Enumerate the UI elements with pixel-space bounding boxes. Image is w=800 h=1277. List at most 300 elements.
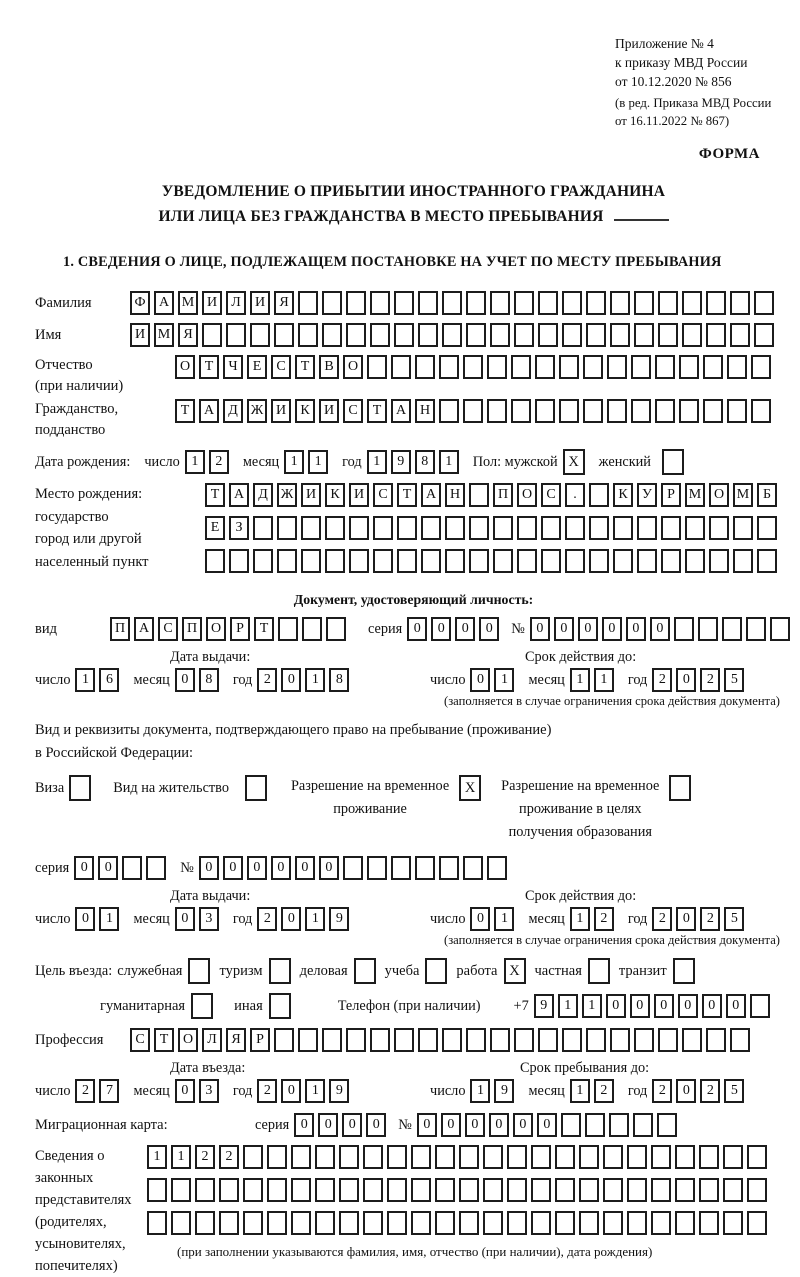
char-cell[interactable] bbox=[555, 1145, 575, 1169]
char-cell[interactable] bbox=[274, 323, 294, 347]
char-cell[interactable] bbox=[493, 549, 513, 573]
char-cell[interactable]: Л bbox=[202, 1028, 222, 1052]
char-cell[interactable] bbox=[291, 1211, 311, 1235]
char-cell[interactable] bbox=[298, 291, 318, 315]
char-cell[interactable] bbox=[229, 549, 249, 573]
char-cell[interactable] bbox=[435, 1211, 455, 1235]
char-cell[interactable] bbox=[675, 1145, 695, 1169]
char-cell[interactable]: 9 bbox=[329, 1079, 349, 1103]
char-cell[interactable] bbox=[685, 549, 705, 573]
char-cell[interactable]: М bbox=[154, 323, 174, 347]
char-cell[interactable]: 9 bbox=[391, 450, 411, 474]
char-cell[interactable] bbox=[627, 1211, 647, 1235]
char-cell[interactable] bbox=[243, 1178, 263, 1202]
char-cell[interactable] bbox=[757, 549, 777, 573]
char-cell[interactable] bbox=[267, 1145, 287, 1169]
char-cell[interactable] bbox=[757, 516, 777, 540]
char-cell[interactable] bbox=[243, 1211, 263, 1235]
char-cell[interactable]: Р bbox=[661, 483, 681, 507]
char-cell[interactable]: А bbox=[134, 617, 154, 641]
char-cell[interactable] bbox=[589, 516, 609, 540]
char-cell[interactable]: И bbox=[250, 291, 270, 315]
char-cell[interactable] bbox=[709, 549, 729, 573]
char-cell[interactable] bbox=[267, 1211, 287, 1235]
char-cell[interactable] bbox=[538, 291, 558, 315]
char-cell[interactable] bbox=[367, 355, 387, 379]
char-cell[interactable] bbox=[339, 1211, 359, 1235]
char-cell[interactable] bbox=[463, 355, 483, 379]
char-cell[interactable] bbox=[679, 355, 699, 379]
char-cell[interactable] bbox=[747, 1178, 767, 1202]
char-cell[interactable] bbox=[459, 1145, 479, 1169]
char-cell[interactable]: И bbox=[202, 291, 222, 315]
char-cell[interactable] bbox=[723, 1178, 743, 1202]
char-cell[interactable]: К bbox=[325, 483, 345, 507]
char-cell[interactable] bbox=[727, 355, 747, 379]
char-cell[interactable] bbox=[421, 516, 441, 540]
char-cell[interactable]: П bbox=[493, 483, 513, 507]
char-cell[interactable]: 1 bbox=[570, 668, 590, 692]
purpose-work-checkbox[interactable]: X bbox=[504, 958, 526, 984]
char-cell[interactable]: М bbox=[685, 483, 705, 507]
char-cell[interactable] bbox=[658, 323, 678, 347]
char-cell[interactable]: И bbox=[349, 483, 369, 507]
char-cell[interactable] bbox=[603, 1178, 623, 1202]
char-cell[interactable] bbox=[517, 549, 537, 573]
char-cell[interactable] bbox=[507, 1145, 527, 1169]
char-cell[interactable]: 0 bbox=[606, 994, 626, 1018]
char-cell[interactable] bbox=[439, 856, 459, 880]
char-cell[interactable]: Ф bbox=[130, 291, 150, 315]
char-cell[interactable]: О bbox=[175, 355, 195, 379]
char-cell[interactable] bbox=[655, 355, 675, 379]
purpose-humanitarian-checkbox[interactable] bbox=[191, 993, 213, 1019]
char-cell[interactable] bbox=[531, 1178, 551, 1202]
char-cell[interactable]: 2 bbox=[652, 1079, 672, 1103]
char-cell[interactable]: 2 bbox=[209, 450, 229, 474]
char-cell[interactable]: 0 bbox=[578, 617, 598, 641]
char-cell[interactable]: 0 bbox=[366, 1113, 386, 1137]
char-cell[interactable]: 1 bbox=[582, 994, 602, 1018]
char-cell[interactable] bbox=[349, 549, 369, 573]
char-cell[interactable] bbox=[415, 856, 435, 880]
char-cell[interactable]: 0 bbox=[247, 856, 267, 880]
char-cell[interactable] bbox=[346, 1028, 366, 1052]
char-cell[interactable] bbox=[367, 856, 387, 880]
char-cell[interactable]: Т bbox=[199, 355, 219, 379]
char-cell[interactable]: 7 bbox=[99, 1079, 119, 1103]
char-cell[interactable] bbox=[490, 291, 510, 315]
char-cell[interactable] bbox=[253, 549, 273, 573]
char-cell[interactable]: 1 bbox=[439, 450, 459, 474]
char-cell[interactable] bbox=[651, 1145, 671, 1169]
char-cell[interactable] bbox=[658, 291, 678, 315]
char-cell[interactable] bbox=[147, 1178, 167, 1202]
char-cell[interactable]: 2 bbox=[219, 1145, 239, 1169]
char-cell[interactable] bbox=[387, 1178, 407, 1202]
char-cell[interactable] bbox=[391, 856, 411, 880]
char-cell[interactable] bbox=[682, 1028, 702, 1052]
char-cell[interactable]: 9 bbox=[494, 1079, 514, 1103]
char-cell[interactable] bbox=[586, 1028, 606, 1052]
char-cell[interactable]: Я bbox=[274, 291, 294, 315]
char-cell[interactable] bbox=[579, 1211, 599, 1235]
char-cell[interactable]: 2 bbox=[652, 668, 672, 692]
char-cell[interactable]: 3 bbox=[199, 907, 219, 931]
char-cell[interactable] bbox=[613, 549, 633, 573]
char-cell[interactable] bbox=[469, 516, 489, 540]
char-cell[interactable]: 0 bbox=[199, 856, 219, 880]
char-cell[interactable]: А bbox=[154, 291, 174, 315]
char-cell[interactable] bbox=[607, 355, 627, 379]
char-cell[interactable] bbox=[723, 1211, 743, 1235]
char-cell[interactable]: Ж bbox=[247, 399, 267, 423]
char-cell[interactable] bbox=[682, 323, 702, 347]
char-cell[interactable] bbox=[315, 1178, 335, 1202]
purpose-business-checkbox[interactable] bbox=[188, 958, 210, 984]
char-cell[interactable] bbox=[722, 617, 742, 641]
char-cell[interactable] bbox=[733, 516, 753, 540]
char-cell[interactable] bbox=[435, 1178, 455, 1202]
char-cell[interactable] bbox=[315, 1211, 335, 1235]
char-cell[interactable] bbox=[411, 1145, 431, 1169]
char-cell[interactable] bbox=[607, 399, 627, 423]
char-cell[interactable] bbox=[171, 1178, 191, 1202]
char-cell[interactable] bbox=[579, 1178, 599, 1202]
char-cell[interactable]: 2 bbox=[700, 907, 720, 931]
char-cell[interactable] bbox=[346, 291, 366, 315]
char-cell[interactable] bbox=[555, 1178, 575, 1202]
char-cell[interactable]: 1 bbox=[171, 1145, 191, 1169]
char-cell[interactable]: И bbox=[319, 399, 339, 423]
char-cell[interactable] bbox=[397, 549, 417, 573]
char-cell[interactable] bbox=[747, 1145, 767, 1169]
char-cell[interactable] bbox=[370, 1028, 390, 1052]
char-cell[interactable]: 1 bbox=[99, 907, 119, 931]
char-cell[interactable] bbox=[661, 549, 681, 573]
char-cell[interactable]: И bbox=[301, 483, 321, 507]
char-cell[interactable] bbox=[363, 1178, 383, 1202]
char-cell[interactable] bbox=[463, 856, 483, 880]
char-cell[interactable]: 1 bbox=[305, 668, 325, 692]
char-cell[interactable] bbox=[634, 1028, 654, 1052]
char-cell[interactable] bbox=[147, 1211, 167, 1235]
char-cell[interactable] bbox=[531, 1211, 551, 1235]
char-cell[interactable] bbox=[325, 516, 345, 540]
purpose-study-checkbox[interactable] bbox=[425, 958, 447, 984]
char-cell[interactable] bbox=[373, 516, 393, 540]
char-cell[interactable]: К bbox=[295, 399, 315, 423]
char-cell[interactable] bbox=[487, 399, 507, 423]
char-cell[interactable]: Т bbox=[367, 399, 387, 423]
char-cell[interactable] bbox=[727, 399, 747, 423]
char-cell[interactable]: 9 bbox=[329, 907, 349, 931]
char-cell[interactable]: Р bbox=[250, 1028, 270, 1052]
char-cell[interactable] bbox=[507, 1178, 527, 1202]
char-cell[interactable] bbox=[589, 549, 609, 573]
char-cell[interactable]: А bbox=[421, 483, 441, 507]
char-cell[interactable] bbox=[655, 399, 675, 423]
char-cell[interactable]: 1 bbox=[470, 1079, 490, 1103]
char-cell[interactable] bbox=[627, 1145, 647, 1169]
char-cell[interactable]: З bbox=[229, 516, 249, 540]
char-cell[interactable] bbox=[750, 994, 770, 1018]
char-cell[interactable] bbox=[706, 323, 726, 347]
char-cell[interactable]: 1 bbox=[305, 907, 325, 931]
char-cell[interactable]: 1 bbox=[185, 450, 205, 474]
char-cell[interactable] bbox=[651, 1178, 671, 1202]
char-cell[interactable] bbox=[511, 355, 531, 379]
char-cell[interactable] bbox=[415, 355, 435, 379]
char-cell[interactable] bbox=[195, 1211, 215, 1235]
char-cell[interactable] bbox=[298, 323, 318, 347]
char-cell[interactable] bbox=[315, 1145, 335, 1169]
char-cell[interactable]: 1 bbox=[367, 450, 387, 474]
char-cell[interactable] bbox=[253, 516, 273, 540]
char-cell[interactable]: Т bbox=[254, 617, 274, 641]
char-cell[interactable] bbox=[609, 1113, 629, 1137]
char-cell[interactable] bbox=[466, 323, 486, 347]
char-cell[interactable] bbox=[195, 1178, 215, 1202]
char-cell[interactable]: 0 bbox=[431, 617, 451, 641]
sex-female-checkbox[interactable] bbox=[662, 449, 684, 475]
char-cell[interactable] bbox=[219, 1178, 239, 1202]
char-cell[interactable] bbox=[322, 1028, 342, 1052]
char-cell[interactable] bbox=[487, 856, 507, 880]
char-cell[interactable] bbox=[583, 399, 603, 423]
char-cell[interactable] bbox=[339, 1145, 359, 1169]
char-cell[interactable]: О bbox=[178, 1028, 198, 1052]
char-cell[interactable]: 1 bbox=[570, 907, 590, 931]
char-cell[interactable]: 0 bbox=[513, 1113, 533, 1137]
char-cell[interactable]: 3 bbox=[199, 1079, 219, 1103]
char-cell[interactable] bbox=[627, 1178, 647, 1202]
char-cell[interactable] bbox=[746, 617, 766, 641]
char-cell[interactable] bbox=[146, 856, 166, 880]
char-cell[interactable] bbox=[301, 549, 321, 573]
char-cell[interactable]: С bbox=[271, 355, 291, 379]
char-cell[interactable]: 2 bbox=[257, 668, 277, 692]
char-cell[interactable]: О bbox=[343, 355, 363, 379]
char-cell[interactable] bbox=[658, 1028, 678, 1052]
char-cell[interactable] bbox=[583, 355, 603, 379]
char-cell[interactable]: 2 bbox=[652, 907, 672, 931]
char-cell[interactable] bbox=[243, 1145, 263, 1169]
char-cell[interactable] bbox=[483, 1178, 503, 1202]
char-cell[interactable] bbox=[562, 323, 582, 347]
char-cell[interactable] bbox=[603, 1211, 623, 1235]
char-cell[interactable]: М bbox=[178, 291, 198, 315]
char-cell[interactable]: 0 bbox=[630, 994, 650, 1018]
char-cell[interactable] bbox=[298, 1028, 318, 1052]
char-cell[interactable]: 0 bbox=[294, 1113, 314, 1137]
char-cell[interactable] bbox=[555, 1211, 575, 1235]
char-cell[interactable]: 9 bbox=[534, 994, 554, 1018]
char-cell[interactable]: 0 bbox=[175, 907, 195, 931]
char-cell[interactable]: А bbox=[391, 399, 411, 423]
char-cell[interactable]: Т bbox=[295, 355, 315, 379]
purpose-other-checkbox[interactable] bbox=[269, 993, 291, 1019]
char-cell[interactable]: 0 bbox=[654, 994, 674, 1018]
char-cell[interactable]: 2 bbox=[700, 1079, 720, 1103]
char-cell[interactable] bbox=[493, 516, 513, 540]
char-cell[interactable] bbox=[363, 1211, 383, 1235]
char-cell[interactable]: 0 bbox=[175, 1079, 195, 1103]
char-cell[interactable] bbox=[541, 516, 561, 540]
char-cell[interactable]: 0 bbox=[602, 617, 622, 641]
char-cell[interactable] bbox=[122, 856, 142, 880]
char-cell[interactable]: Т bbox=[175, 399, 195, 423]
char-cell[interactable] bbox=[699, 1211, 719, 1235]
char-cell[interactable] bbox=[459, 1178, 479, 1202]
char-cell[interactable]: 0 bbox=[726, 994, 746, 1018]
char-cell[interactable] bbox=[439, 355, 459, 379]
char-cell[interactable] bbox=[685, 516, 705, 540]
char-cell[interactable]: Б bbox=[757, 483, 777, 507]
char-cell[interactable]: 0 bbox=[281, 907, 301, 931]
char-cell[interactable] bbox=[770, 617, 790, 641]
char-cell[interactable]: И bbox=[271, 399, 291, 423]
char-cell[interactable] bbox=[445, 549, 465, 573]
char-cell[interactable] bbox=[661, 516, 681, 540]
char-cell[interactable] bbox=[561, 1113, 581, 1137]
char-cell[interactable] bbox=[343, 856, 363, 880]
char-cell[interactable] bbox=[706, 1028, 726, 1052]
char-cell[interactable] bbox=[459, 1211, 479, 1235]
char-cell[interactable] bbox=[291, 1178, 311, 1202]
char-cell[interactable] bbox=[363, 1145, 383, 1169]
char-cell[interactable]: У bbox=[637, 483, 657, 507]
char-cell[interactable]: П bbox=[182, 617, 202, 641]
char-cell[interactable] bbox=[483, 1211, 503, 1235]
char-cell[interactable] bbox=[226, 323, 246, 347]
char-cell[interactable] bbox=[349, 516, 369, 540]
char-cell[interactable] bbox=[682, 291, 702, 315]
char-cell[interactable] bbox=[411, 1178, 431, 1202]
char-cell[interactable] bbox=[291, 1145, 311, 1169]
char-cell[interactable]: 0 bbox=[530, 617, 550, 641]
char-cell[interactable] bbox=[511, 399, 531, 423]
residence-permit-checkbox[interactable] bbox=[245, 775, 267, 801]
char-cell[interactable]: 0 bbox=[470, 907, 490, 931]
char-cell[interactable] bbox=[754, 291, 774, 315]
char-cell[interactable] bbox=[751, 399, 771, 423]
char-cell[interactable] bbox=[514, 1028, 534, 1052]
char-cell[interactable] bbox=[418, 323, 438, 347]
char-cell[interactable]: 8 bbox=[199, 668, 219, 692]
char-cell[interactable]: С bbox=[158, 617, 178, 641]
char-cell[interactable]: 0 bbox=[75, 907, 95, 931]
char-cell[interactable]: О bbox=[709, 483, 729, 507]
char-cell[interactable]: 2 bbox=[594, 907, 614, 931]
char-cell[interactable] bbox=[394, 291, 414, 315]
char-cell[interactable]: А bbox=[229, 483, 249, 507]
char-cell[interactable]: 1 bbox=[494, 907, 514, 931]
char-cell[interactable] bbox=[171, 1211, 191, 1235]
char-cell[interactable]: О bbox=[206, 617, 226, 641]
char-cell[interactable]: Я bbox=[178, 323, 198, 347]
char-cell[interactable]: Д bbox=[253, 483, 273, 507]
purpose-commercial-checkbox[interactable] bbox=[354, 958, 376, 984]
char-cell[interactable] bbox=[466, 1028, 486, 1052]
char-cell[interactable] bbox=[439, 399, 459, 423]
char-cell[interactable] bbox=[589, 483, 609, 507]
char-cell[interactable] bbox=[445, 516, 465, 540]
char-cell[interactable] bbox=[709, 516, 729, 540]
char-cell[interactable] bbox=[723, 1145, 743, 1169]
char-cell[interactable]: 5 bbox=[724, 1079, 744, 1103]
char-cell[interactable] bbox=[373, 549, 393, 573]
char-cell[interactable] bbox=[674, 617, 694, 641]
char-cell[interactable] bbox=[562, 1028, 582, 1052]
char-cell[interactable] bbox=[322, 323, 342, 347]
char-cell[interactable]: 2 bbox=[700, 668, 720, 692]
char-cell[interactable]: 0 bbox=[98, 856, 118, 880]
char-cell[interactable]: Р bbox=[230, 617, 250, 641]
char-cell[interactable]: 0 bbox=[489, 1113, 509, 1137]
char-cell[interactable] bbox=[562, 291, 582, 315]
char-cell[interactable] bbox=[538, 1028, 558, 1052]
char-cell[interactable] bbox=[610, 291, 630, 315]
char-cell[interactable]: Ж bbox=[277, 483, 297, 507]
char-cell[interactable] bbox=[698, 617, 718, 641]
char-cell[interactable]: Е bbox=[247, 355, 267, 379]
char-cell[interactable] bbox=[613, 516, 633, 540]
char-cell[interactable] bbox=[302, 617, 322, 641]
purpose-private-checkbox[interactable] bbox=[588, 958, 610, 984]
char-cell[interactable] bbox=[490, 323, 510, 347]
char-cell[interactable]: 0 bbox=[295, 856, 315, 880]
char-cell[interactable]: 0 bbox=[342, 1113, 362, 1137]
char-cell[interactable]: И bbox=[130, 323, 150, 347]
char-cell[interactable] bbox=[679, 399, 699, 423]
char-cell[interactable] bbox=[418, 291, 438, 315]
char-cell[interactable]: 2 bbox=[75, 1079, 95, 1103]
char-cell[interactable] bbox=[483, 1145, 503, 1169]
char-cell[interactable] bbox=[411, 1211, 431, 1235]
char-cell[interactable] bbox=[565, 549, 585, 573]
char-cell[interactable] bbox=[631, 355, 651, 379]
char-cell[interactable] bbox=[559, 355, 579, 379]
char-cell[interactable]: 0 bbox=[676, 907, 696, 931]
char-cell[interactable] bbox=[730, 323, 750, 347]
char-cell[interactable]: 5 bbox=[724, 668, 744, 692]
char-cell[interactable] bbox=[325, 549, 345, 573]
char-cell[interactable] bbox=[610, 323, 630, 347]
char-cell[interactable] bbox=[585, 1113, 605, 1137]
char-cell[interactable] bbox=[747, 1211, 767, 1235]
char-cell[interactable] bbox=[277, 516, 297, 540]
char-cell[interactable] bbox=[466, 291, 486, 315]
char-cell[interactable] bbox=[278, 617, 298, 641]
char-cell[interactable] bbox=[490, 1028, 510, 1052]
char-cell[interactable] bbox=[387, 1145, 407, 1169]
char-cell[interactable]: 0 bbox=[441, 1113, 461, 1137]
char-cell[interactable] bbox=[442, 323, 462, 347]
char-cell[interactable]: К bbox=[613, 483, 633, 507]
char-cell[interactable] bbox=[651, 1211, 671, 1235]
char-cell[interactable] bbox=[435, 1145, 455, 1169]
char-cell[interactable] bbox=[463, 399, 483, 423]
char-cell[interactable]: 0 bbox=[281, 668, 301, 692]
char-cell[interactable] bbox=[517, 516, 537, 540]
char-cell[interactable]: 0 bbox=[318, 1113, 338, 1137]
char-cell[interactable] bbox=[699, 1145, 719, 1169]
char-cell[interactable]: 0 bbox=[676, 668, 696, 692]
char-cell[interactable] bbox=[205, 549, 225, 573]
char-cell[interactable] bbox=[733, 549, 753, 573]
char-cell[interactable] bbox=[274, 1028, 294, 1052]
